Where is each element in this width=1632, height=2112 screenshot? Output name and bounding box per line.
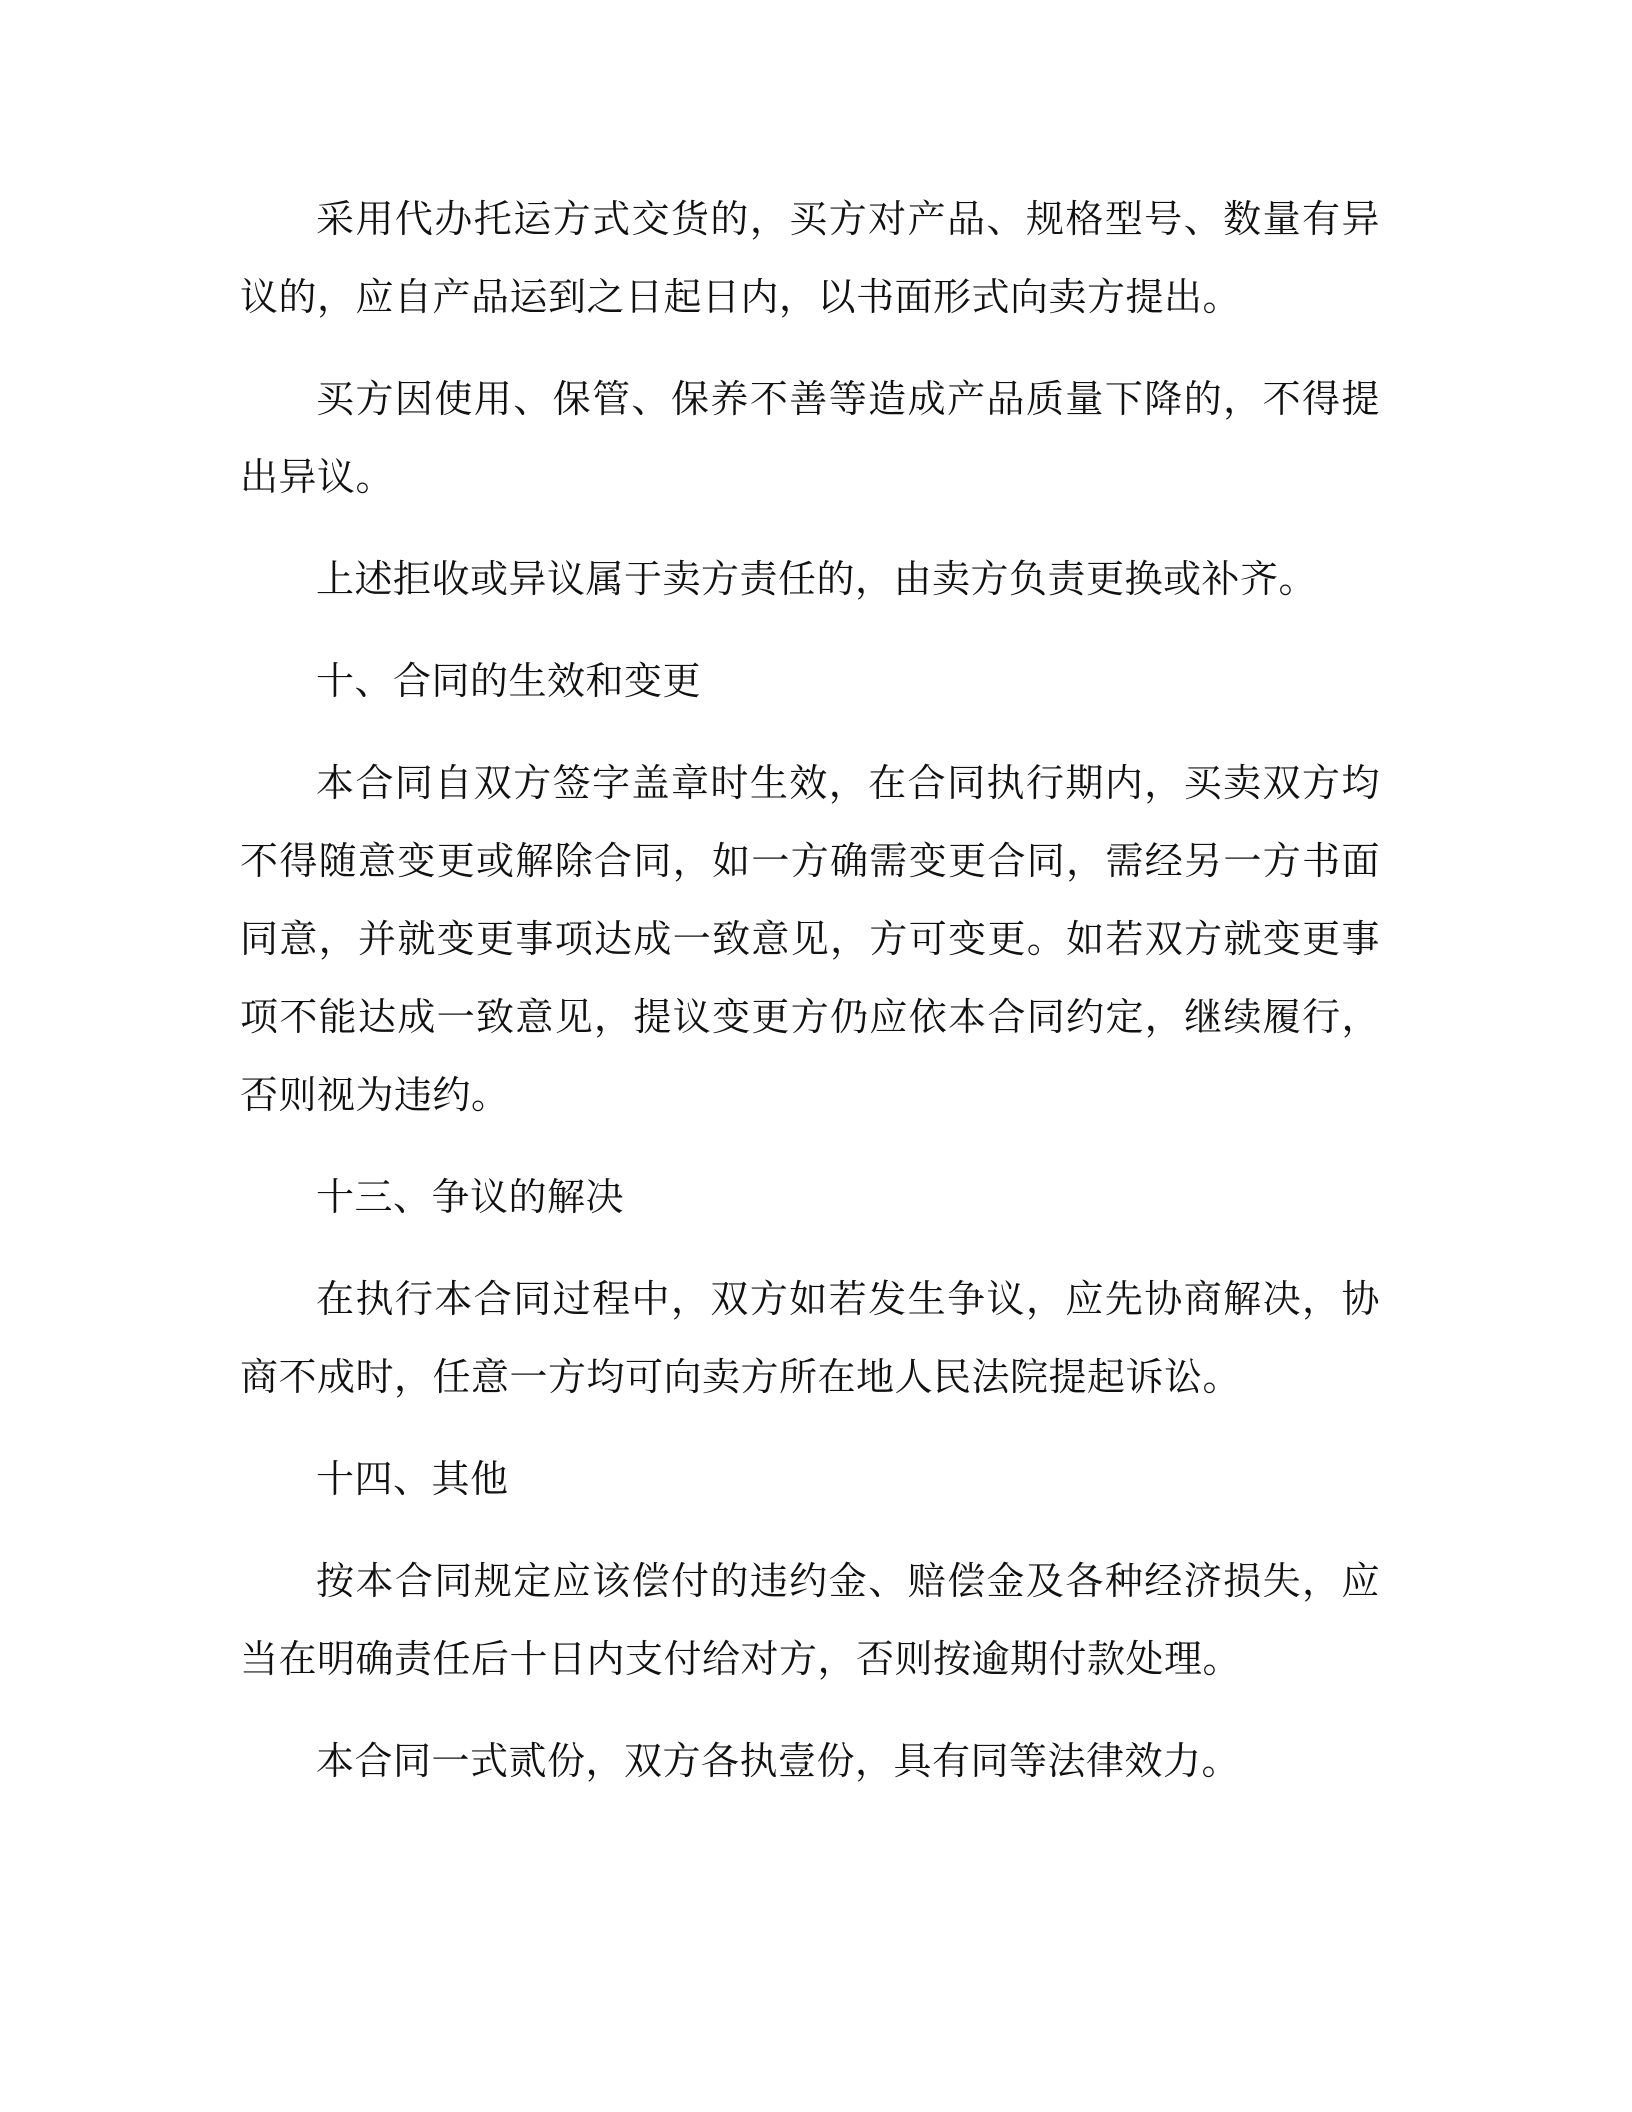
paragraph-compensation: 按本合同规定应该偿付的违约金、赔偿金及各种经济损失，应当在明确责任后十日内支付给对方，否则按逾期付款处理。 xyxy=(240,1559,1380,1681)
paragraph-effect-and-change: 本合同自双方签字盖章时生效，在合同执行期内，买卖双方均不得随意变更或解除合同，如一方确需变更合同，需经另一方书面同意，并就变更事项达成一致意见，方可变更。如若双方就变更事项不能达成一致意见，提议变更方仍应依本合同约定，继续履行，否则视为违约。 xyxy=(240,761,1380,1117)
section-heading-dispute-resolution: 十三、争议的解决 xyxy=(316,1175,625,1219)
document-body xyxy=(240,180,1380,1824)
paragraph-delivery-objection: 采用代办托运方式交货的，买方对产品、规格型号、数量有异议的，应自产品运到之日起日内，以书面形式向卖方提出。 xyxy=(240,197,1380,319)
paragraph-copies: 本合同一式贰份，双方各执壹份，具有同等法律效力。 xyxy=(316,1739,1241,1783)
section-heading-effect-and-change: 十、合同的生效和变更 xyxy=(316,659,702,703)
paragraph-dispute-resolution: 在执行本合同过程中，双方如若发生争议，应先协商解决，协商不成时，任意一方均可向卖方所在地人民法院提起诉讼。 xyxy=(240,1277,1380,1399)
paragraph-improper-use: 买方因使用、保管、保养不善等造成产品质量下降的，不得提出异议。 xyxy=(240,377,1380,499)
paragraph-seller-responsibility: 上述拒收或异议属于卖方责任的，由卖方负责更换或补齐。 xyxy=(316,557,1318,601)
section-heading-other: 十四、其他 xyxy=(316,1457,509,1501)
